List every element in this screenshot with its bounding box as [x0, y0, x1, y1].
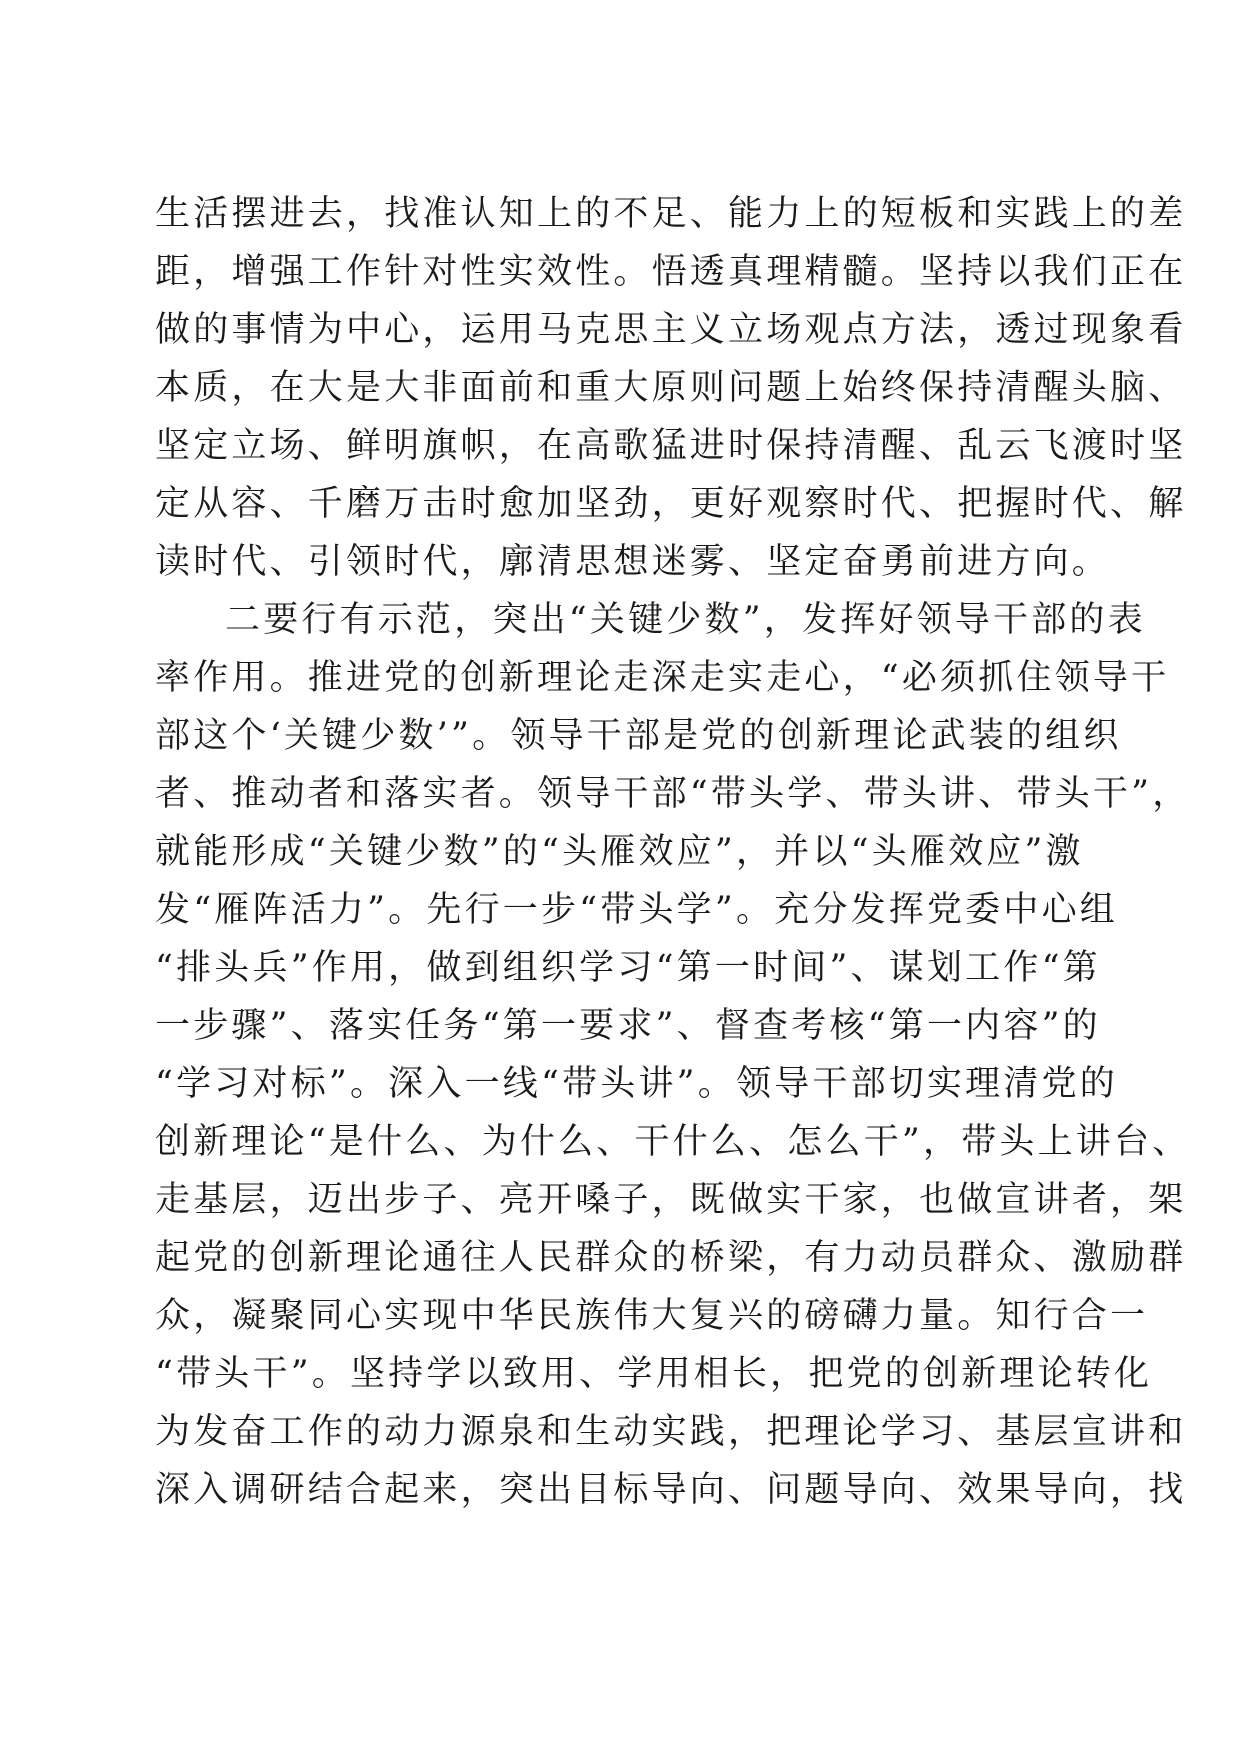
text-line: 发“雁阵活力”。先行一步“带头学”。充分发挥党委中心组	[155, 890, 1118, 930]
text-line: 部这个‘关键少数’”。领导干部是党的创新理论武装的组织	[155, 716, 1122, 756]
text-line: “排头兵”作用，做到组织学习“第一时间”、谋划工作“第	[155, 948, 1101, 988]
text-line: 生活摆进去，找准认知上的不足、能力上的短板和实践上的差	[155, 194, 1187, 234]
text-line: “带头干”。坚持学以致用、学用相长，把党的创新理论转化	[155, 1354, 1153, 1394]
text-line: 定从容、千磨万击时愈加坚劲，更好观察时代、把握时代、解	[155, 484, 1187, 524]
body-text	[155, 185, 1191, 1519]
text-line: 就能形成“关键少数”的“头雁效应”，并以“头雁效应”激	[155, 832, 1084, 872]
text-line: 坚定立场、鲜明旗帜，在高歌猛进时保持清醒、乱云飞渡时坚	[155, 426, 1187, 466]
text-line: 创新理论“是什么、为什么、干什么、怎么干”，带头上讲台、	[155, 1122, 1191, 1162]
text-line: 者、推动者和落实者。领导干部“带头学、带头讲、带头干”，	[155, 774, 1191, 814]
text-line: 起党的创新理论通往人民群众的桥梁，有力动员群众、激励群	[155, 1238, 1187, 1278]
text-line: “学习对标”。深入一线“带头讲”。领导干部切实理清党的	[155, 1064, 1118, 1104]
text-line: 众，凝聚同心实现中华民族伟大复兴的磅礴力量。知行合一	[155, 1296, 1149, 1336]
text-line: 走基层，迈出步子、亮开嗓子，既做实干家，也做宣讲者，架	[155, 1180, 1187, 1220]
text-line: 本质，在大是大非面前和重大原则问题上始终保持清醒头脑、	[155, 368, 1187, 408]
text-line: 为发奋工作的动力源泉和生动实践，把理论学习、基层宣讲和	[155, 1412, 1187, 1452]
text-line: 一步骤”、落实任务“第一要求”、督查考核“第一内容”的	[155, 1006, 1101, 1046]
text-line: 做的事情为中心，运用马克思主义立场观点方法，透过现象看	[155, 310, 1187, 350]
text-line: 率作用。推进党的创新理论走深走实走心，“必须抓住领导干	[155, 658, 1170, 698]
text-line: 读时代、引领时代，廓清思想迷雾、坚定奋勇前进方向。	[155, 542, 1111, 582]
text-line: 距，增强工作针对性实效性。悟透真理精髓。坚持以我们正在	[155, 252, 1187, 292]
paragraph-start-line: 二要行有示范，突出“关键少数”，发挥好领导干部的表	[225, 600, 1146, 640]
text-line: 深入调研结合起来，突出目标导向、问题导向、效果导向，找	[155, 1470, 1187, 1510]
